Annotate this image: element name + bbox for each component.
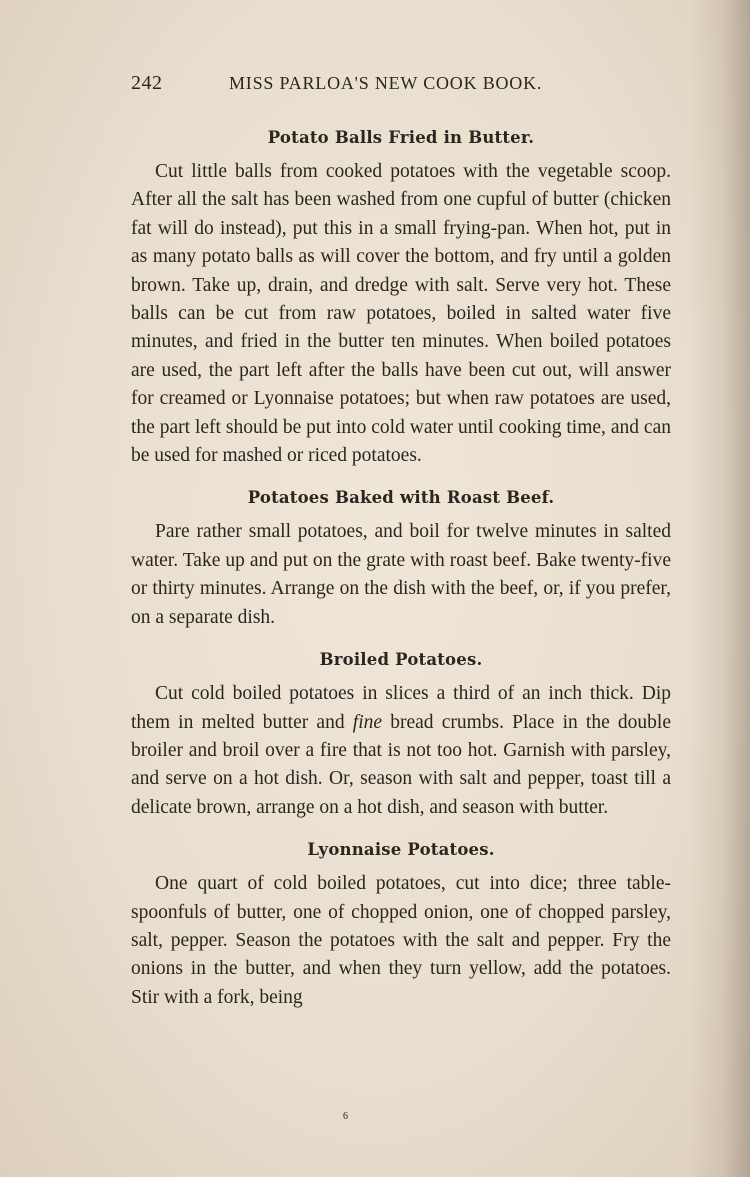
book-title: MISS PARLOA'S NEW COOK BOOK. bbox=[229, 73, 543, 93]
recipe-section-broiled-potatoes bbox=[131, 648, 671, 822]
recipe-text: One quart of cold boiled potatoes, cut into dice; three table-spoonfuls of butter, one of chopped onion, one of chopped parsley, salt, pepper. Season the potatoes with the salt and pepper. Fry the onions in the butter, and when they turn yellow, add the potatoes. Stir with a fork, being bbox=[131, 873, 671, 1008]
recipe-title: Potato Balls Fried in Butter. bbox=[267, 128, 535, 147]
recipe-title: Broiled Potatoes. bbox=[319, 650, 483, 670]
recipe-text-part: bread crumbs. Place in the double broiler and broil over a fire that is not too hot. Garnish with parsley, and serve on a hot dish. Or, season with salt and pepper, toast till a delicate brown, arrange on a hot dish, and season with butter. bbox=[131, 711, 671, 818]
page-spine-shadow bbox=[690, 0, 750, 1177]
recipe-text: Pare rather small potatoes, and boil for twelve minutes in salted water. Take up and put on the grate with roast beef. Bake twenty-five or thirty minutes. Arrange on the dish with the beef, or, if you prefer, on a separate dish. bbox=[131, 521, 671, 628]
recipe-section-baked-potatoes bbox=[131, 486, 671, 632]
recipe-text-part: Cut cold boiled potatoes in slices a third of an inch thick. Dip them in melted butter and bbox=[131, 683, 671, 733]
recipe-title: Potatoes Baked with Roast Beef. bbox=[247, 488, 555, 508]
page-number: 242 bbox=[131, 72, 163, 94]
recipe-text-italic: fine bbox=[352, 711, 383, 733]
book-page bbox=[131, 72, 671, 1012]
recipe-section-potato-balls bbox=[131, 126, 671, 470]
recipe-section-lyonnaise-potatoes bbox=[131, 838, 671, 1012]
recipe-text: Cut little balls from cooked potatoes with the vegetable scoop. After all the salt has been washed from one cupful of butter (chicken fat will do instead), put this in a small frying-pan. When hot, put in as many potato balls as will cover the bottom, and fry until a golden brown. Take up, drain, and dredge with salt. Serve very hot. These balls can be cut from raw potatoes, boiled in salted water five minutes, and fried in the butter ten minutes. When boiled potatoes are used, the part left after the balls have been cut out, will answer for creamed or Lyonnaise potatoes; but when raw potatoes are used, the part left should be put into cold water until cooking time, and can be used for mashed or riced potatoes. bbox=[131, 161, 671, 467]
signature-mark: 6 bbox=[343, 1111, 348, 1122]
recipe-text bbox=[131, 680, 671, 822]
recipe-title: Lyonnaise Potatoes. bbox=[307, 840, 495, 860]
running-head bbox=[131, 72, 671, 112]
